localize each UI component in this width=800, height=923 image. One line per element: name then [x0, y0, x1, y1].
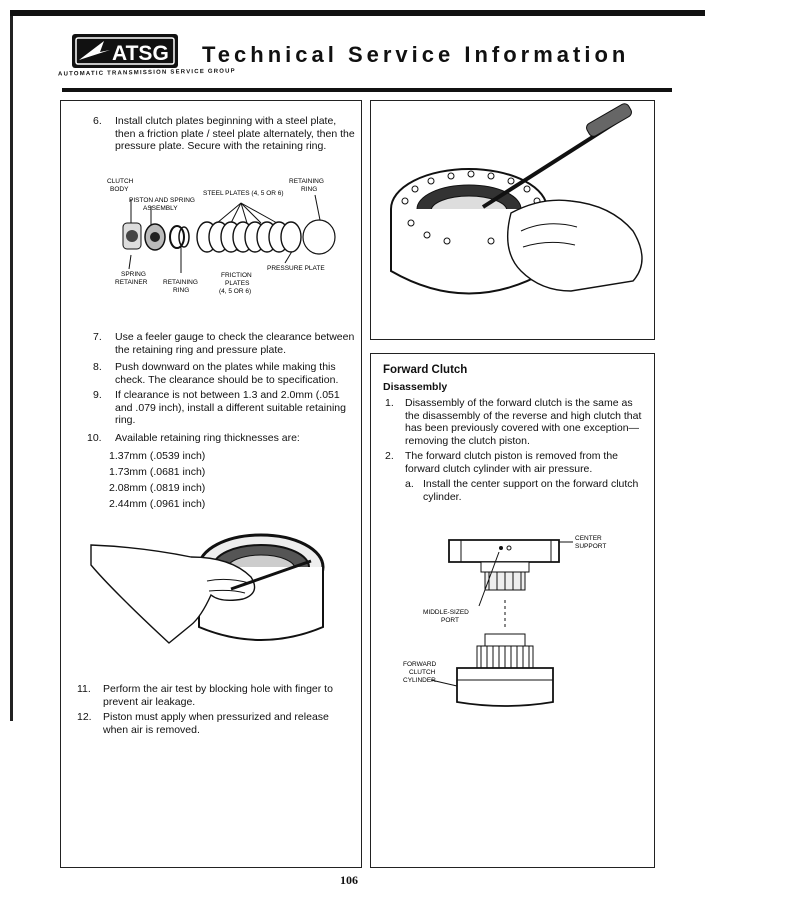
lbl-forward-cylinder: FORWARD CLUTCH CYLINDER: [403, 661, 437, 684]
clutch-plate-stack: [197, 222, 301, 252]
thickness-item: 2.44mm (.0961 inch): [109, 498, 206, 510]
lbl-friction-plates: FRICTION PLATES (4, 5 OR 6): [219, 272, 252, 295]
section-title: Forward Clutch: [383, 364, 468, 376]
lbl-middle-port: MIDDLE-SIZED PORT: [423, 609, 469, 624]
lbl-pressure-plate: PRESSURE PLATE: [267, 265, 325, 272]
atsg-logo: [70, 32, 180, 72]
lbl-retaining-ring-top: RETAINING RING: [289, 178, 324, 193]
air-test-illustration: [81, 517, 341, 653]
clutch-parts-diagram: [99, 173, 339, 298]
lbl-retaining-ring-bottom: RETAINING RING: [163, 279, 198, 294]
clutch-body: [123, 223, 141, 249]
piston-spring: [145, 224, 165, 250]
lbl-steel-plates: STEEL PLATES (4, 5 OR 6): [203, 190, 284, 197]
left-scan-edge: [10, 16, 13, 721]
page-title: Technical Service Information: [202, 42, 630, 67]
lbl-spring-retainer: SPRING RETAINER: [115, 271, 148, 286]
top-rule: [10, 10, 705, 16]
lbl-piston-spring: PISTON AND SPRING ASSEMBLY: [129, 197, 195, 212]
logo-subtext: AUTOMATIC TRANSMISSION SERVICE GROUP: [57, 68, 236, 78]
section-subtitle: Disassembly: [383, 381, 448, 393]
center-support-diagram: [401, 530, 651, 718]
left-panel: 6. Install clutch plates beginning with a steel plate, then a friction plate / steel plate alternately, then the pressure plate. Secure with the retaining ring. CLUTCH BODY STEEL PLATES (4, 5 OR 6) RETAINING RING PISTON AND SPRING ASSEMBLY SPRING RETAINER RETAINING RING FRICTION PLATES (4, 5 OR 6) PRESSURE PLATE 7. Use a feeler gauge to check the clearance between the retaining ring and pressure plate. 8. Push downward on the plates while making this check. The clearance should be to specification. 9. If clearance is not between 1.3 and 2.0mm (.051 and .079 inch), install a different suitable retaining ring. 10. Available retaining ring thicknesses are: 1.37mm (.0539 inch) 1.73mm (.0681 inch) 2.08mm (.0819 inch) 2.44mm (.0961 inch) 11. Perform the air test by blocking hole with finger to prevent air leakage. 12. Piston must apply when pressurized and release when air is removed.: [60, 100, 362, 868]
right-photo-panel: [370, 100, 655, 340]
lbl-clutch-body: CLUTCH BODY: [107, 178, 134, 193]
piston-removal-illustration: [371, 101, 653, 337]
header-rule: [62, 88, 672, 92]
thickness-item: 1.37mm (.0539 inch): [109, 450, 206, 462]
retaining-ring-small: [170, 226, 189, 248]
thickness-item: 1.73mm (.0681 inch): [109, 466, 206, 478]
thickness-list: [109, 448, 205, 512]
thickness-item: 2.08mm (.0819 inch): [109, 482, 206, 494]
forward-clutch-panel: Forward Clutch Disassembly 1. Disassembly of the forward clutch is the same as the disassembly of the reverse and high clutch that has been previously covered with one exception—removing the clutch piston. 2. The forward clutch piston is removed from the forward clutch cylinder with air pressure. a. Install the center support on the forward clutch cylinder. CENTER SUPPORT MIDDLE-SIZED PORT FORWARD CLUTCH CYLINDER: [370, 353, 655, 868]
logo-text: ATSG: [112, 42, 169, 65]
page-number: 106: [340, 873, 358, 887]
lbl-center-support: CENTER SUPPORT: [575, 535, 607, 550]
pressure-plate: [303, 220, 335, 254]
